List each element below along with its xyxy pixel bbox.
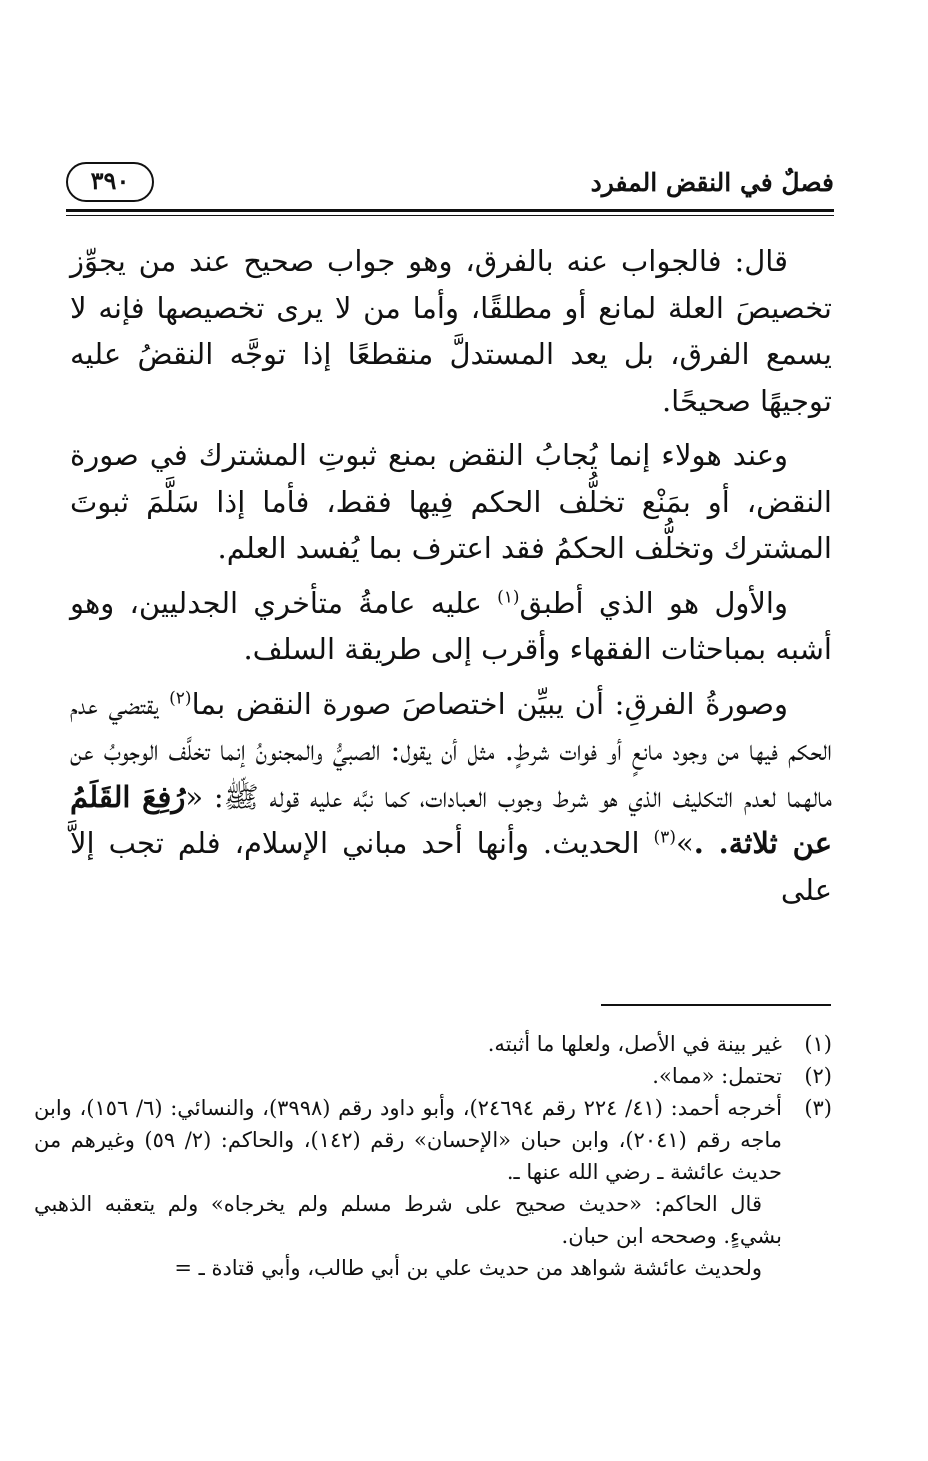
footnote-ref-3[interactable]: (٣) bbox=[653, 827, 676, 848]
paragraph-4-text-a: وصورةُ الفرقِ: أن يبيِّن اختصاصَ صورة النقض بما bbox=[191, 686, 788, 721]
footnote-line: تحتمل: «مما». bbox=[652, 1064, 782, 1088]
paragraph-4 bbox=[70, 681, 832, 914]
footnote-line: غير بينة في الأصل، ولعلها ما أثبته. bbox=[487, 1032, 782, 1056]
paragraph-1: قال: فالجواب عنه بالفرق، وهو جواب صحيح عند من يجوِّز تخصيصَ العلة لمانع أو مطلقًا، وأما من لا يرى تخصيصها فإنه لا يسمع الفرق، بل يعد المستدلَّ منقطعًا إذا توجَّه النقضُ عليه توجيهًا صحيحًا. bbox=[70, 244, 832, 418]
footnote-text bbox=[34, 1092, 782, 1284]
paragraph-3-text-a: والأول هو الذي أطبق bbox=[519, 585, 788, 620]
header-rule bbox=[66, 209, 834, 212]
running-title: فصلٌ في النقض المفرد bbox=[590, 168, 834, 197]
footnote-2 bbox=[34, 1060, 832, 1092]
page-number: ٣٩٠ bbox=[66, 162, 154, 202]
paragraph-2: وعند هولاء إنما يُجابُ النقض بمنع ثبوتِ المشترك في صورة النقض، أو بمَنْع تخلُّف الحكم فِيها فقط، فأما إذا سَلَّمَ ثبوتَ المشترك وتخلُّف الحكمُ فقد اعترف بما يُفسد العلم. bbox=[70, 438, 832, 565]
footnote-text bbox=[34, 1028, 782, 1060]
footnote-number: (٣) bbox=[804, 1096, 832, 1120]
paragraph-3-text-b: عليه عامةُ متأخري الجدليين، وهو أشبه بمباحثات الفقهاء وأقرب إلى طريقة السلف. bbox=[70, 585, 832, 666]
header-rule-thin bbox=[66, 215, 834, 216]
footnote-separator bbox=[601, 1004, 831, 1006]
footnote-number: (٢) bbox=[804, 1064, 832, 1088]
footnotes bbox=[34, 1028, 832, 1284]
main-text bbox=[70, 238, 832, 921]
paragraph-4-text-c: الحديث. وأنها أحد مباني الإسلام، فلم تجب إلاَّ على bbox=[70, 826, 832, 907]
footnote-line: ولحديث عائشة شواهد من حديث علي بن أبي طالب، وأبي قتادة ـ = bbox=[174, 1256, 762, 1280]
paragraph-3 bbox=[70, 580, 832, 673]
footnote-line: أخرجه أحمد: (٤١/ ٢٢٤ رقم ٢٤٦٩٤)، وأبو داود رقم (٣٩٩٨)، والنسائي: (٦/ ١٥٦)، وابن ماجه رقم (٢٠٤١)، وابن حبان «الإحسان» رقم (١٤٢)، والحاكم: (٢/ ٥٩) وغيرهم من حديث عائشة ـ رضي الله عنها ـ. bbox=[34, 1096, 783, 1184]
footnote-line: قال الحاكم: «حديث صحيح على شرط مسلم ولم يخرجاه» ولم يتعقبه الذهبي بشيءٍ. وصححه ابن حبان. bbox=[34, 1192, 782, 1248]
paragraph-4-text-b: يقتضي عدم الحكم فيها من وجود مانعٍ أو فوات شرطٍ. مثل أن يقول: الصبيُّ والمجنونُ إنما تخلَّف الوجوبُ عن مالهما لعدم التكليف الذي هو شرط وجوب العبادات، كما نبَّه عليه قوله ﷺ: « bbox=[70, 686, 832, 814]
footnote-ref-2[interactable]: (٢) bbox=[169, 687, 192, 708]
quote-close: » bbox=[675, 826, 694, 860]
footnote-3 bbox=[34, 1092, 832, 1284]
footnote-ref-1[interactable]: (١) bbox=[497, 586, 520, 607]
footnote-1 bbox=[34, 1028, 832, 1060]
footnote-number: (١) bbox=[804, 1032, 832, 1056]
footnote-text bbox=[34, 1060, 782, 1092]
hadith-quote: رُفِعَ القَلَمُ عن ثلاثة. . bbox=[70, 779, 832, 860]
